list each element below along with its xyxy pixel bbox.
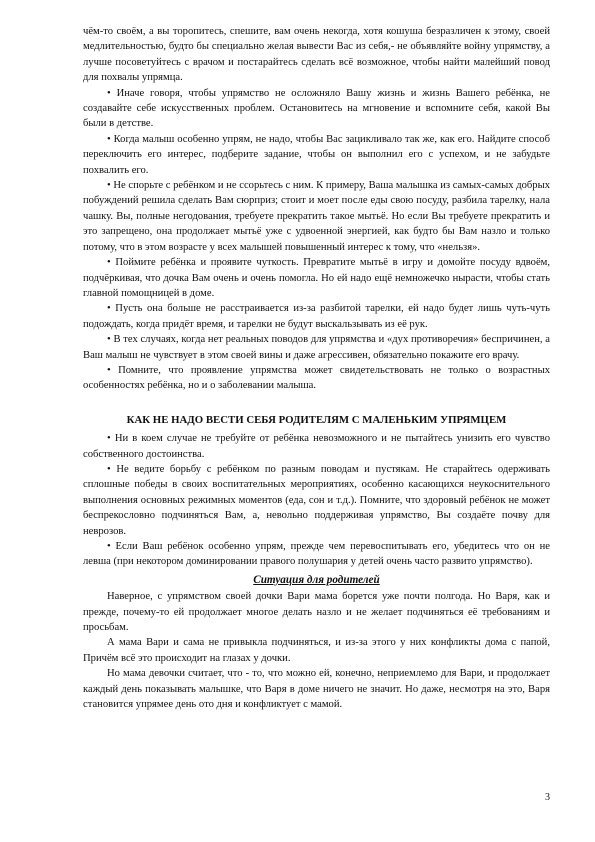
- bullet-paragraph: • Помните, что проявление упрямства может свидетельствовать не только о возрастных особенностях ребёнка, но и о заболевании малыша.: [83, 364, 550, 392]
- paragraph-continuation: чём-то своём, а вы торопитесь, спешите, вам очень некогда, хотя кошуша безразличен к этому, своей медлительностью, будто бы специально желая вывести Вас из себя,- не объявляйте войну упрямству, а лучше посоветуйтесь с врачом и постарайтесь сделать всё возможное, чтобы найти малейший повод для похвалы упрямца.: [83, 26, 550, 84]
- bullet-paragraph: • Не спорьте с ребёнком и не ссорьтесь с ним. К примеру, Ваша малышка из самых-самых добрых побуждений решила сделать Вам сюрприз; стоит и моет после еды свою посуду, разбила тарелку, нала чашку. Вы, полные негодования, требуете прекратить такое мытьё. Но если Вы требуете прекратить и это запрещено, она продолжает мытьё уже с удвоенной энергией, как будто бы Вам назло и только потому, что в этом возрасте у всех малышей повышенный интерес к тому, что «нельзя».: [83, 180, 550, 253]
- bullet-paragraph: • Ни в коем случае не требуйте от ребёнка невозможного и не пытайтесь унизить его чувство собственного достоинства.: [83, 433, 550, 460]
- bullet-paragraph: • Если Ваш ребёнок особенно упрям, прежде чем перевоспитывать его, убедитесь что он не левша (при некотором доминировании правого полушария у детей очень часто развито упрямство).: [83, 541, 550, 568]
- section-heading: КАК НЕ НАДО ВЕСТИ СЕБЯ РОДИТЕЛЯМ С МАЛЕНЬКИМ УПРЯМЦЕМ: [126, 413, 507, 426]
- bullet-paragraph: • Поймите ребёнка и проявите чуткость. Превратите мытьё в игру и домойте посуду вдвоём, подчёркивая, что дочка Вам очень и очень помогла. Но ей надо ещё немножечко нырасти, чтобы стать главной помощницей в доме.: [83, 257, 550, 299]
- body-paragraph: А мама Вари и сама не привыкла подчиняться, и из-за этого у них конфликты дома с папой, Причём всё это происходит на глазах у дочки.: [83, 637, 550, 664]
- page-content: [83, 24, 550, 712]
- page-number: 3: [545, 792, 550, 803]
- situation-title: Ситуация для родителей: [253, 573, 380, 586]
- bullet-paragraph: • В тех случаях, когда нет реальных поводов для упрямства и «дух противоречия» беспричинен, а Ваш малыш не чувствует в этом своей вины и даже агрессивен, обязательно покажите его врачу.: [83, 334, 550, 361]
- bullet-paragraph: • Иначе говоря, чтобы упрямство не осложняло Вашу жизнь и жизнь Вашего ребёнка, не создавайте себе искусственных проблем. Остановитесь на мгновение и вспомните себя, какой Вы были в детстве.: [83, 87, 550, 130]
- body-paragraph: Наверное, с упрямством своей дочки Вари мама борется уже почти полгода. Но Варя, как и прежде, почему-то ей продолжает многое делать назло и не желает подчиняться её требованиям и просьбам.: [83, 591, 550, 634]
- body-paragraph: Но мама девочки считает, что - то, что можно ей, конечно, неприемлемо для Вари, и продолжает каждый день показывать малышке, что Варя в доме ничего не значит. Но даже, несмотря на это, Варя становится упрямее день ото дня и конфликтует с мамой.: [83, 668, 550, 711]
- bullet-paragraph: • Пусть она больше не расстраивается из-за разбитой тарелки, ей надо будет лишь чуть-чуть подождать, когда придёт время, и тарелки не будут выскальзывать из её рук.: [83, 303, 550, 330]
- bullet-paragraph: • Не ведите борьбу с ребёнком по разным поводам и пустякам. Не старайтесь одерживать сплошные победы в своих воспитательных мероприятиях, особенно касающихся неукоснительного выполнения основных режимных моментов (еда, сон и т.д.). Помните, что здоровый ребёнок не может беспрекословно подчиняться Вам, а, невольно поддерживая упрямство, Вы создаёте почву для неврозов.: [83, 463, 550, 537]
- bullet-paragraph: • Когда малыш особенно упрям, не надо, чтобы Вас зацикливало так же, как его. Найдите способ переключить его интерес, подберите задание, чтобы он выполнил его с успехом, и не забудьте похвалить его.: [83, 133, 550, 176]
